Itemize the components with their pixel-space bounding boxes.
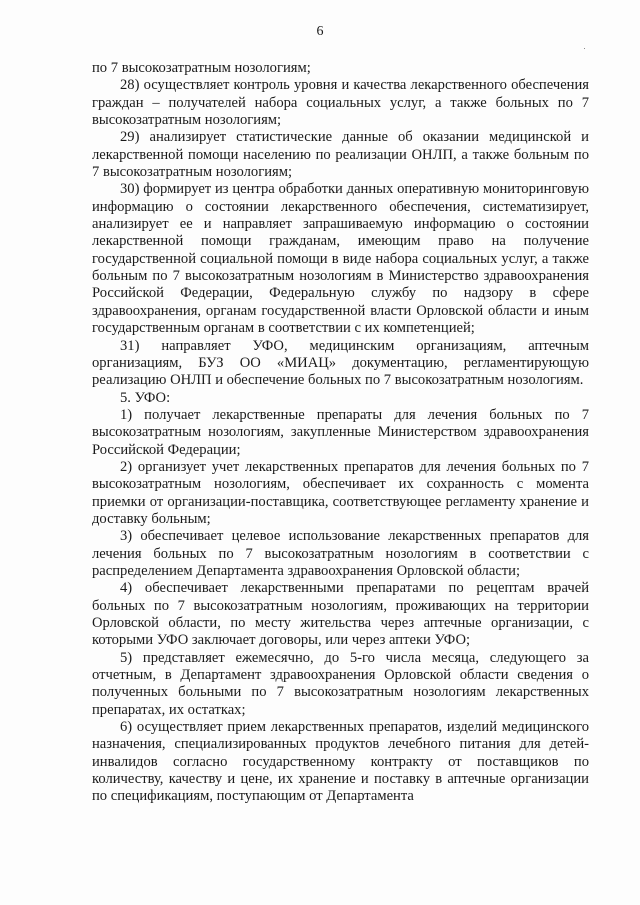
paragraph-ufo-item-5: 5) представляет ежемесячно, до 5-го числа месяца, следующего за отчетным, в Департамент здравоохранения Орловской области сведения о полученных больными по 7 высокозатратным нозологиям лекарственных препаратах, их остатках; <box>92 649 589 718</box>
page-number: 6 <box>316 24 324 39</box>
paragraph-ufo-item-3: 3) обеспечивает целевое использование лекарственных препаратов для лечения больных по 7 высокозатратным нозологиям в соответствии с распределением Департамента здравоохранения Орловской области; <box>92 528 589 579</box>
scan-speck <box>584 48 585 49</box>
document-body <box>92 60 589 806</box>
paragraph-item-30: 30) формирует из центра обработки данных оперативную мониторинговую информацию о состоянии лекарственного обеспечения, систематизирует, анализирует ее и направляет запрашиваемую информацию о состоянии лекарственной помощи гражданам, имеющим право на получение государственной социальной помощи в виде набора социальных услуг, а также больным по 7 высокозатратным нозологиям в Министерство здравоохранения Российской Федерации, Федеральную службу по надзору в сфере здравоохранения, органам государственной власти Орловской области и иным государственным органам в соответствии с их компетенцией; <box>92 181 589 337</box>
paragraph-ufo-item-4: 4) обеспечивает лекарственными препаратами по рецептам врачей больных по 7 высокозатратным нозологиям, проживающих на территории Орловской области, по месту жительства через аптечные организации, с которыми УФО заключает договоры, или через аптеки УФО; <box>92 580 589 649</box>
paragraph-item-29: 29) анализирует статистические данные об оказании медицинской и лекарственной помощи населению по реализации ОНЛП, а также больным по 7 высокозатратным нозологиям; <box>92 129 589 181</box>
paragraph-item-28: 28) осуществляет контроль уровня и качества лекарственного обеспечения граждан – получателей набора социальных услуг, а также больных по 7 высокозатратным нозологиям; <box>92 77 589 129</box>
paragraph-ufo-item-1: 1) получает лекарственные препараты для лечения больных по 7 высокозатратным нозологиям, закупленные Министерством здравоохранения Российской Федерации; <box>92 406 589 458</box>
paragraph-continuation: по 7 высокозатратным нозологиям; <box>92 60 311 76</box>
paragraph-ufo-item-6: 6) осуществляет прием лекарственных препаратов, изделий медицинского назначения, специализированных продуктов лечебного питания для детей-инвалидов согласно государственному контракту от поставщиков по количеству, качеству и цене, их хранение и поставку в аптечные организации по спецификациям, поступающим от Департамента <box>92 719 589 805</box>
section-heading-ufo: 5. УФО: <box>120 389 171 406</box>
paragraph-item-31: 31) направляет УФО, медицинским организациям, аптечным организациям, БУЗ ОО «МИАЦ» документацию, регламентирующую реализацию ОНЛП и обеспечение больных по 7 высокозатратным нозологиям. <box>92 337 589 389</box>
paragraph-ufo-item-2: 2) организует учет лекарственных препаратов для лечения больных по 7 высокозатратным нозологиям, обеспечивает их сохранность с момента приемки от организации-поставщика, соответствующее регламенту хранение и доставку больным; <box>92 458 589 527</box>
